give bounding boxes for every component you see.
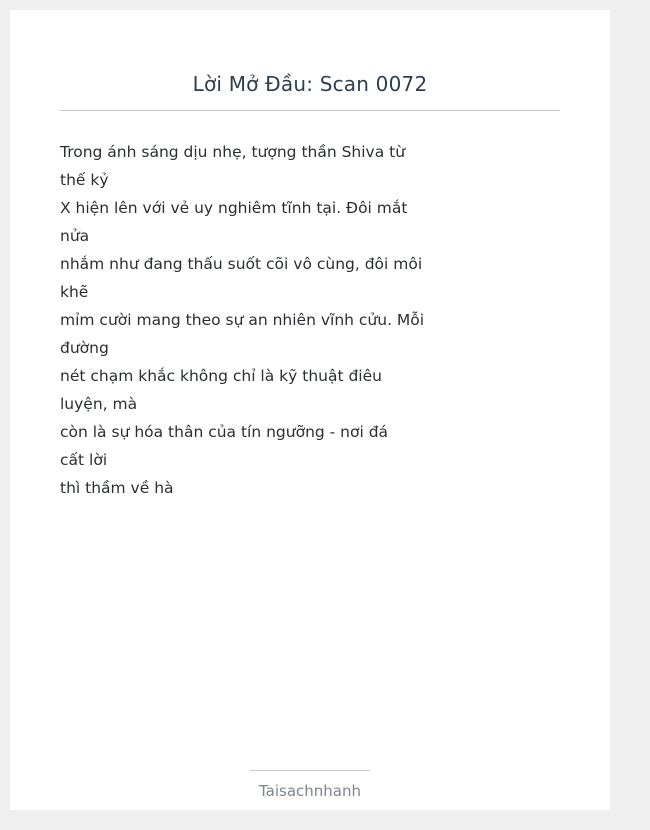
text-line: Trong ánh sáng dịu nhẹ, tượng thần Shiva từ (60, 143, 406, 161)
title-divider (60, 110, 560, 111)
text-line: thì thầm về hà (60, 479, 174, 497)
text-line: mỉm cười mang theo sự an nhiên vĩnh cửu. Mỗi (60, 311, 425, 329)
text-line: nhắm như đang thấu suốt cõi vô cùng, đôi môi (60, 255, 423, 273)
text-line: luyện, mà (60, 395, 138, 413)
text-line: nửa (60, 227, 90, 245)
footer-divider (250, 770, 370, 771)
body-text (60, 138, 560, 502)
text-line: thế kỷ (60, 171, 109, 189)
document-page (10, 10, 610, 810)
text-line: còn là sự hóa thân của tín ngưỡng - nơi đá (60, 423, 389, 441)
text-line: X hiện lên với vẻ uy nghiêm tĩnh tại. Đôi mắt (60, 199, 408, 217)
text-line: đường (60, 339, 109, 357)
page-title: Lời Mở Đầu: Scan 0072 (192, 72, 428, 96)
footer-source: Taisachnhanh (258, 782, 362, 800)
text-line: cất lời (60, 451, 108, 469)
text-line: nét chạm khắc không chỉ là kỹ thuật điêu (60, 367, 382, 385)
text-line: khẽ (60, 283, 89, 301)
